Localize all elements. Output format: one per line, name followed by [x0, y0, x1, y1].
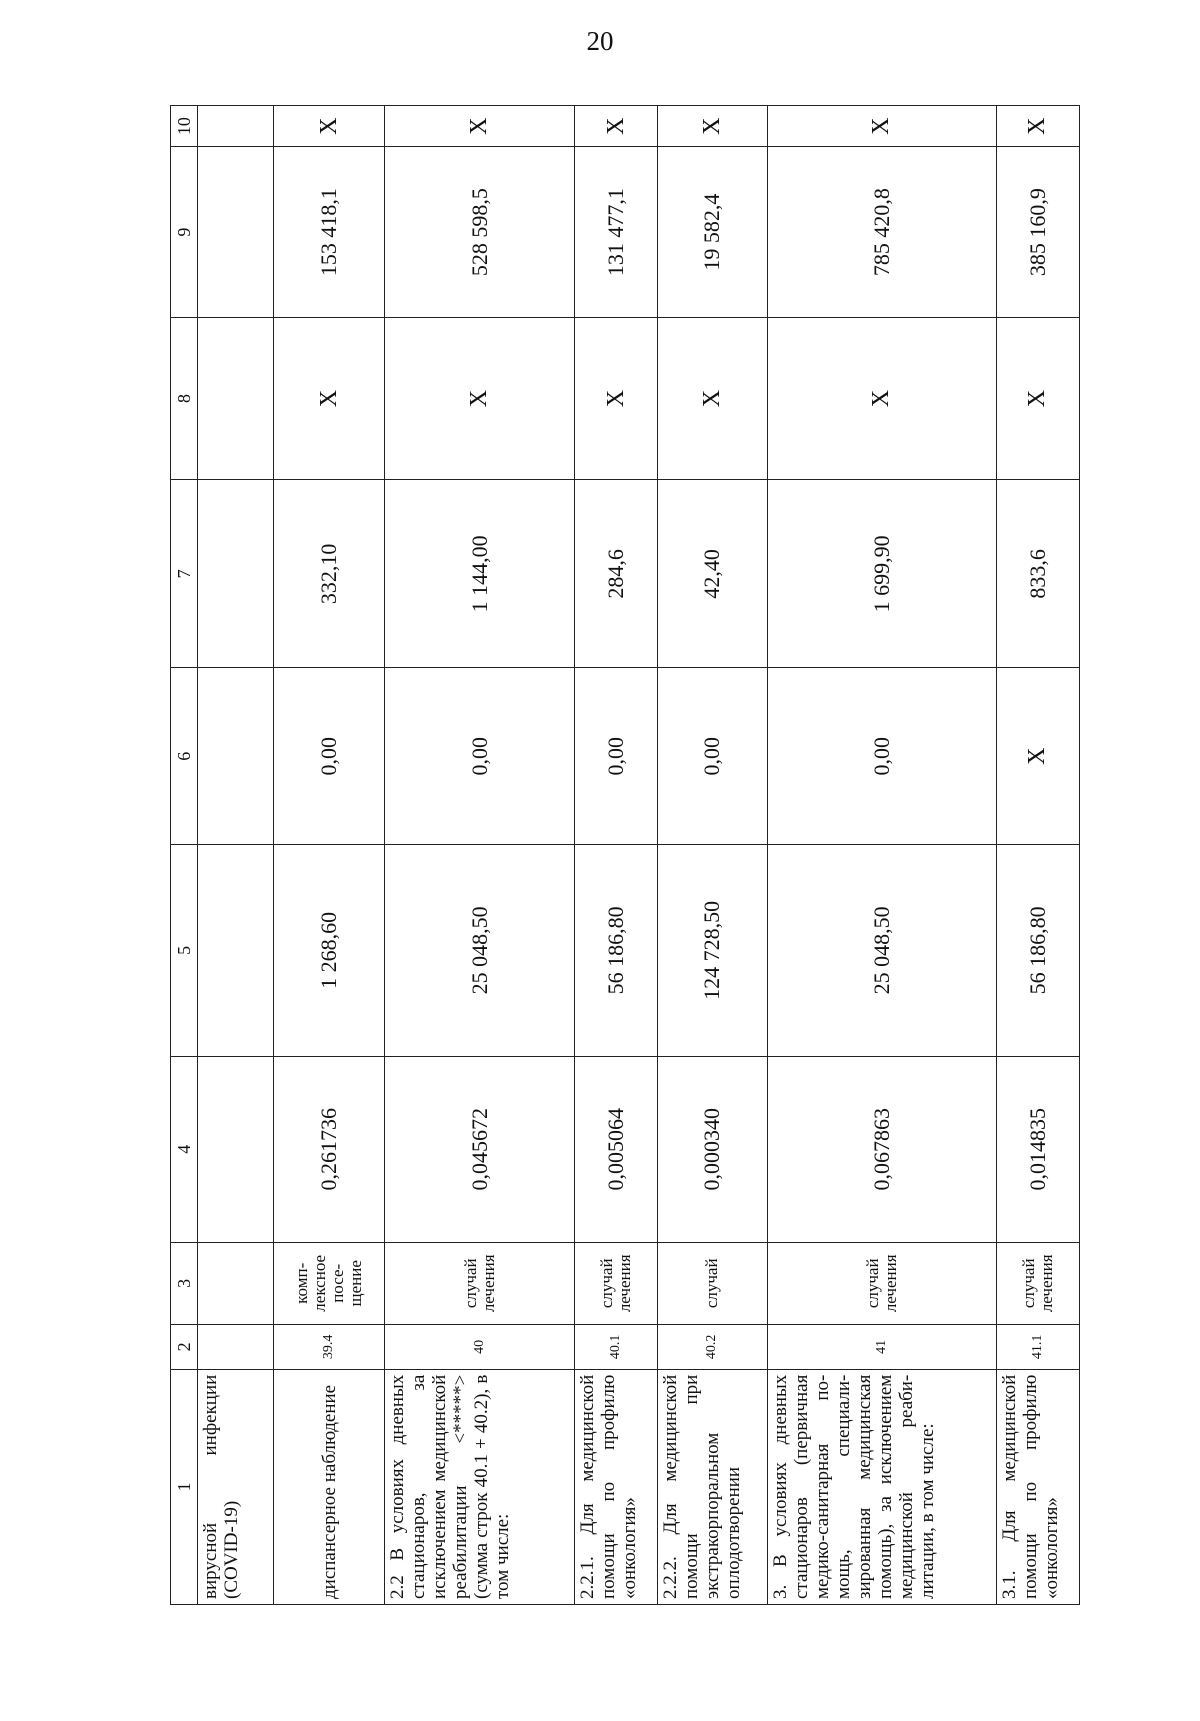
row-c5: 56 186,80 [996, 844, 1079, 1056]
row-c9: 785 420,8 [767, 147, 996, 318]
row-c9 [198, 147, 274, 318]
col-header-6: 6 [171, 668, 198, 844]
row-c7: 332,10 [274, 480, 385, 668]
row-unit: комп-лексное посе-щение [274, 1242, 385, 1324]
col-header-1: 1 [171, 1369, 198, 1604]
row-unit [198, 1242, 274, 1324]
row-c10 [198, 106, 274, 147]
row-c5: 56 186,80 [574, 844, 657, 1056]
row-c7: 1 699,90 [767, 480, 996, 668]
col-header-2: 2 [171, 1324, 198, 1369]
row-c9: 153 418,1 [274, 147, 385, 318]
table-row [198, 106, 274, 1605]
row-name: 2.2 В условиях дневных стационаров, за исключением медицинской реабилитации <*****> (сумма строк 40.1 + 40.2), в том числе: [385, 1369, 575, 1604]
header-row [171, 106, 198, 1605]
row-name: 3.1. Для медицинской помощи по профилю «онкология» [996, 1369, 1079, 1604]
row-c8: X [574, 317, 657, 479]
rotated-table-frame [170, 105, 1080, 1605]
row-unit: случай лечения [385, 1242, 575, 1324]
row-line: 41.1 [996, 1324, 1079, 1369]
rotated-table-container [170, 105, 1080, 1605]
row-c8: X [274, 317, 385, 479]
row-c5 [198, 844, 274, 1056]
col-header-4: 4 [171, 1056, 198, 1242]
row-c9: 385 160,9 [996, 147, 1079, 318]
row-c6: 0,00 [574, 668, 657, 844]
row-unit: случай лечения [996, 1242, 1079, 1324]
row-line: 40 [385, 1324, 575, 1369]
row-c6: 0,00 [767, 668, 996, 844]
row-c8: X [385, 317, 575, 479]
row-name: 3. В условиях дневных стационаров (первичная медико-санитарная по-мощь, специали-зированная медицинская помощь), за исключением медицинской реаби-литации, в том числе: [767, 1369, 996, 1604]
row-c4: 0,067863 [767, 1056, 996, 1242]
row-unit: случай лечения [574, 1242, 657, 1324]
row-unit: случай лечения [767, 1242, 996, 1324]
row-c4: 0,261736 [274, 1056, 385, 1242]
row-c5: 124 728,50 [658, 844, 767, 1056]
table-row [385, 106, 575, 1605]
row-c4: 0,005064 [574, 1056, 657, 1242]
row-c5: 1 268,60 [274, 844, 385, 1056]
row-c6: 0,00 [658, 668, 767, 844]
row-unit: случай [658, 1242, 767, 1324]
table-row [274, 106, 385, 1605]
row-c10: X [274, 106, 385, 147]
row-line [198, 1324, 274, 1369]
row-c10: X [658, 106, 767, 147]
row-name: вирусной инфекции (COVID-19) [198, 1369, 274, 1604]
row-c7: 284,6 [574, 480, 657, 668]
row-c10: X [996, 106, 1079, 147]
row-line: 41 [767, 1324, 996, 1369]
row-c4: 0,045672 [385, 1056, 575, 1242]
row-c7: 42,40 [658, 480, 767, 668]
row-c10: X [574, 106, 657, 147]
row-name: диспансерное наблюдение [274, 1369, 385, 1604]
row-c8: X [767, 317, 996, 479]
col-header-8: 8 [171, 317, 198, 479]
row-c4: 0,014835 [996, 1056, 1079, 1242]
data-table [170, 105, 1080, 1605]
row-c5: 25 048,50 [767, 844, 996, 1056]
row-name: 2.2.2. Для медицинской помощи при экстракорпоральном оплодотворении [658, 1369, 767, 1604]
col-header-7: 7 [171, 480, 198, 668]
table-row [658, 106, 767, 1605]
row-c9: 19 582,4 [658, 147, 767, 318]
row-c6: 0,00 [274, 668, 385, 844]
row-c7 [198, 480, 274, 668]
row-c6: 0,00 [385, 668, 575, 844]
row-c9: 528 598,5 [385, 147, 575, 318]
page-number: 20 [586, 26, 614, 56]
row-line: 39.4 [274, 1324, 385, 1369]
row-c4 [198, 1056, 274, 1242]
row-c8: X [658, 317, 767, 479]
row-c8 [198, 317, 274, 479]
row-name: 2.2.1. Для медицинской помощи по профилю «онкология» [574, 1369, 657, 1604]
table-row [574, 106, 657, 1605]
col-header-5: 5 [171, 844, 198, 1056]
row-line: 40.2 [658, 1324, 767, 1369]
row-c7: 1 144,00 [385, 480, 575, 668]
row-c10: X [767, 106, 996, 147]
col-header-9: 9 [171, 147, 198, 318]
row-c7: 833,6 [996, 480, 1079, 668]
col-header-3: 3 [171, 1242, 198, 1324]
row-c8: X [996, 317, 1079, 479]
row-c9: 131 477,1 [574, 147, 657, 318]
row-line: 40.1 [574, 1324, 657, 1369]
table-row [767, 106, 996, 1605]
row-c6 [198, 668, 274, 844]
col-header-10: 10 [171, 106, 198, 147]
row-c5: 25 048,50 [385, 844, 575, 1056]
table-row [996, 106, 1079, 1605]
row-c6: X [996, 668, 1079, 844]
row-c10: X [385, 106, 575, 147]
row-c4: 0,000340 [658, 1056, 767, 1242]
